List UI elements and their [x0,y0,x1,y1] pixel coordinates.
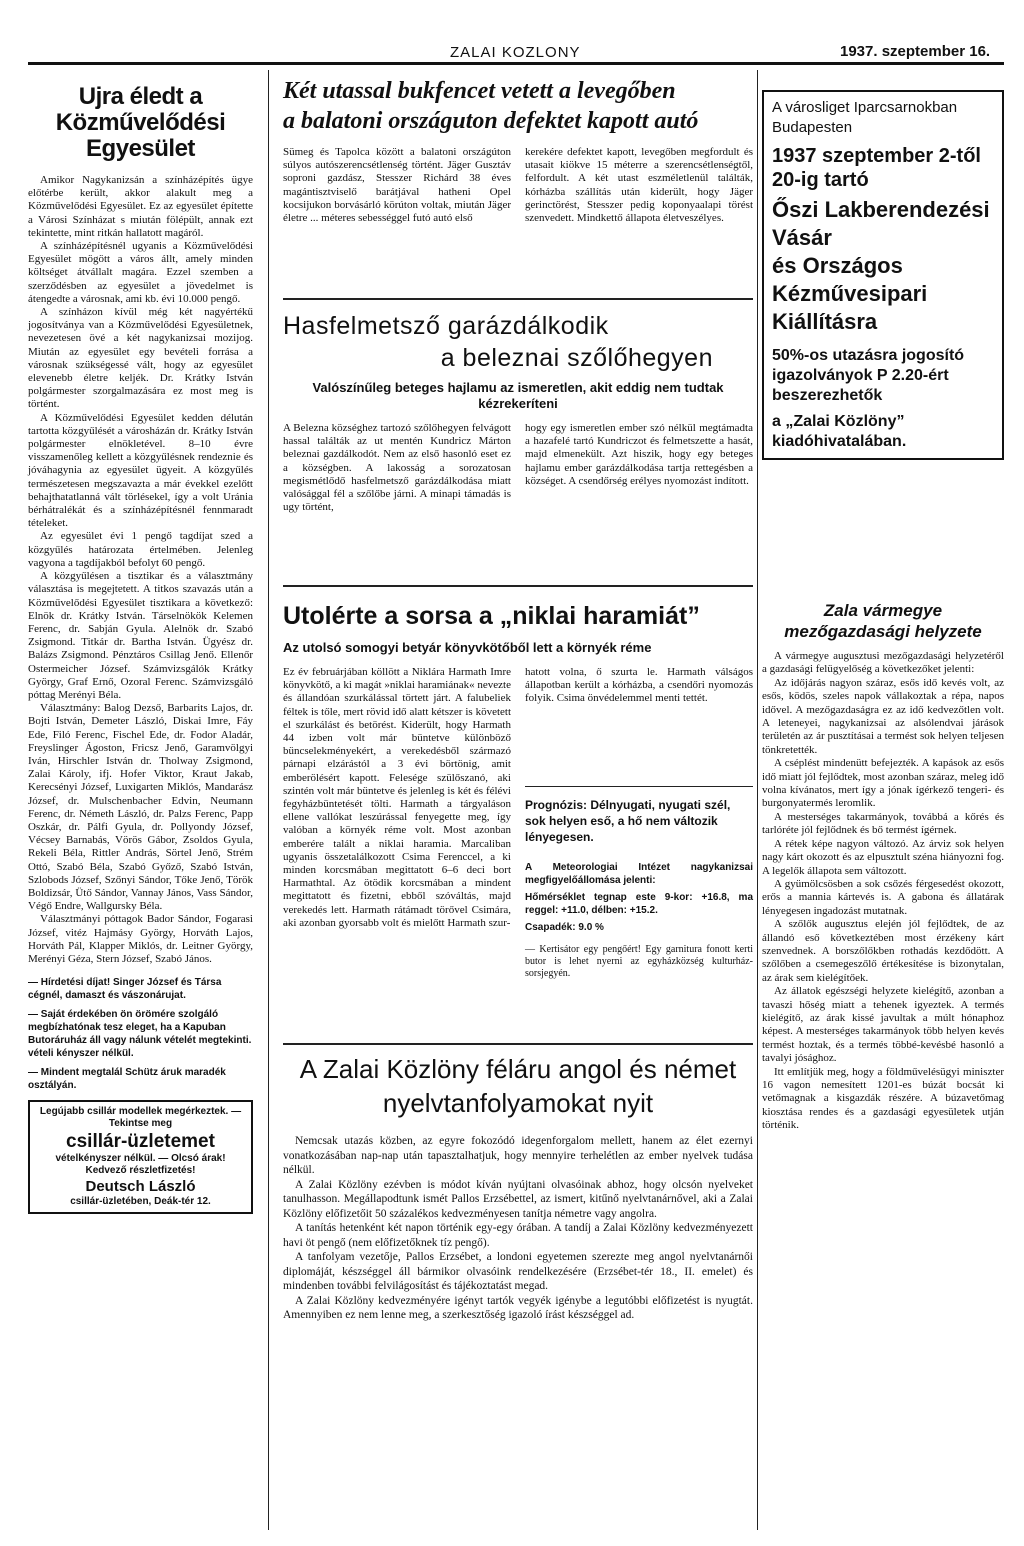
accident-col-a: Sümeg és Tapolca között a balatoni országúton súlyos autószerencsétlenség történt. Jäger Gusztáv soproni gazdász, Stesszer Richárd 38 éves magántisztviselő barátjával hatheni Opel kocsijukon borvásárló körúton voltak, miután Jäger életre ... méteres sebességgel futó autó első [283,146,511,225]
ad-line: Legújabb csillár modellek megérkeztek. — Tekintse meg [39,1106,242,1130]
notice: — Mindent megtalál Schütz áruk maradék osztályán. [28,1067,226,1092]
ad-box [28,1100,253,1214]
niklai-article [283,600,753,980]
paragraph: A gyümölcsösben a sok csőzés férgesedést okozott, erős a mannia kártevés is. A gabona és állatárak lényegesen ingadozást mutatnak. [762,877,1004,917]
paragraph: A szőlők augusztus elején jól fejlődtek, de az állandó eső következtében most érzékeny kárt szenvednek. A borszőlőkben rothadás kezdődött. A szőlőben a csemegeszőlő értékesítése is bizonytalan, az árak sem kielégítőek. [762,918,1004,984]
fair-discount: 50%-os utazásra jogosító igazolványok P 2.20-ért beszerezhetők [772,347,965,404]
paragraph: A Zalai Közlöny ezévben is módot kíván nyújtani olvasóinak abhoz, hogy olcsón nyelveket tanulhasson. Megállapodtunk ismét Pallos Erzsébettel, az ismert, kitűnő nyelvtanárnővel, aki a Zalai Közlöny előfizetőit 50 százalékos kedvezményesen tanítja németre vagy angolra. [283,1178,753,1220]
paragraph: A vármegye augusztusi mezőgazdasági helyzetéről a gazdasági felügyelőség a következőket jelenti: [762,650,1004,676]
niklai-subtitle: Az utolsó somogyi betyár könyvkötőből lett a környék réme [283,640,652,655]
paragraph: Választmányi póttagok Bador Sándor, Fogarasi József, vitéz Hajmásy György, Horváth Lajos, Horváth Pál, Klapper Miklós, dr. Leitner György, Merényi Géza, Stern József, Szabó János. [28,913,253,965]
paper-name: ZALAI KOZLONY [450,44,581,61]
language-title-2: nyelvtanfolyamokat nyit [382,1088,654,1118]
weather-institute: A Meteorologiai Intézet nagykanizsai megfigyelőállomása jelenti: [525,861,753,886]
paragraph: A közgyűlésen a tisztikar és a választmány választása is megejtetett. A titkos szavazás után a Közművelődési Egyesület tisztikara a következő: Elnök dr. Krátky István. Társelnökök Kelemen Ferenc, dr. Sabján Gyula. Alelnök dr. Szabó Zsigmond. Titkár dr. Bartha István. Ügyész dr. Balázs Zsigmond. Pénztáros Csillag Jenő. Ellenőr Ostermeicher József. Számvizsgálók Krátky György, Graf Ernő, Ozoral Ferenc. Számvizsgáló póttag Merényi Béla. [28,570,253,701]
paragraph: A Közművelődési Egyesület kedden délután tartotta közgyűlését a városházán dr. Krátky István polgármester elnökletével. 8–10 évre visszamenőleg kellett a közgyűlésnek rendeznie és jóváhagynia az egyesület ügyeit. A közgyűlés természetesen megszavazta a már évekkel ezelőtt behajthatatlanná vált törlésekel, így a volt Uránia bérhátralékát és a színházépítésnél fennmaradt tételeket. [28,411,253,530]
section-rule [283,585,753,587]
agri-article [762,600,1004,1133]
article-title: Ujra éledt a Közművelődési Egyesület [55,83,226,162]
paragraph: A tanítás hetenként két napon történik egy-egy órában. A tandíj a Zalai Közlöny kedvezményezett havi öt pengő (nem előfizetőknek tíz pengő). [283,1222,753,1249]
notice: — Saját érdekében ön örömére szolgáló megbízhatónak tesz eleget, ha a Kapuban Butoráruház áll vagy nálunk vételét megtekinti. vételi kényszer nélkül. [28,1009,252,1060]
column-divider [268,70,269,1530]
hasfelmetszo-title-2: a beleznai szőlőhegyen [440,344,713,372]
hasfelmetszo-col-a: A Belezna községhez tartozó szőlőhegyen felvágott hassal találták az ut mentén Kundricz Márton beleznai gazdálkodót. Nem az első hasonló eset ez a községben. A lakosság a sorozatosan megismétlődő hasfelmetsző garázdálkodása miatt valósággal fél a szőlőbe járni. A minapi támadás is ugy történt, [283,422,511,514]
ad-line: vételkényszer nélkül. — Olcsó árak! [55,1153,226,1165]
fair-event: Őszi Lakberendezési Vásár [772,197,990,250]
language-course-article [283,1052,753,1323]
hasfelmetszo-title-1: Hasfelmetsző garázdálkodik [283,312,609,340]
paragraph: A cséplést mindenütt befejezték. A kapások az esős idő miatt jól fejlődtek, most azonban száraz, meleg idő volna kívánatos, mert így a jónak ígérkező tengeri- és burgonyatermés leromlik. [762,757,1004,810]
hasfelmetszo-article [283,310,753,514]
niklai-col-a: Ez év februárjában köllött a Niklára Harmath Imre könyvkötő, a ki magát »niklai haramiának« nevezte és állandóan szurkálással törtett járt. A falubeliek féltek is tőle, mert rövid idő alatt kétszer is követett el szurkálást és betörést. Kiderült, hogy Harmath 44 izben volt már büntetve különböző büncselekményekért, a verekedésből származó párnapi elzárástól a 3 évi börtönig, amit emberölésért kapott. Felesége szülőszanó, aki szintén volt már büntetve és jelenleg is két és félévi fegyházbüntetését tölti. Harmath a tárgyaláson ellene vallókat leszúrással fenyegette meg, így valóban a környék réme volt. Most azonban emberére talált a niklai haramia. Marcaliban ugyanis összetalálkozott Csima Ferenccel, a ki minden korcsmában megittatott 6–6 deci bort Harmathtal. Az ötödik korcsmában a mindent megittatott és fizetni, ebből szóváltás, majd verekedés lett. Harmath rátámadt törővel Csimára, aki azonban gyorsabb volt és mielőtt Harmath szur- [283,666,511,929]
fair-ticket-place: a „Zalai Közlöny” kiadóhivatalában. [772,413,907,450]
ad-address: csillár-üzletében, Deák-tér 12. [70,1196,211,1208]
ad-heading: csillár-üzletemet [66,1131,215,1153]
language-title-1: A Zalai Közlöny féláru angol és német [299,1054,737,1084]
notice: — Hírdetési díjat! Singer József és Társa cégnél, damaszt és vászonárujat. [28,977,222,1002]
section-rule [283,1043,753,1045]
left-column [28,74,253,1214]
fair-advertisement [762,90,1004,460]
paragraph: A tanfolyam vezetője, Pallos Erzsébet, a londoni egyetemen szerezte meg angol nyelvtanárnői diplomáját, készséggel áll bármikor olvasóink rendelkezésére (Erzsébet-tér 18., II. emelet) és mindenben további felvilágosítást és tájékoztatást megad. [283,1251,753,1292]
fair-intro: A városliget Iparcsarnokban Budapesten [772,99,958,136]
paragraph: Az egyesület évi 1 pengő tagdíjat szed a közgyűlés határozata értelmében. Jelenleg vagyona a tagdíjakból befolyt 60 pengő. [28,530,253,569]
paragraph: Nemcsak utazás közben, az egyre fokozódó idegenforgalom mellett, hanem az élet ezernyi vonatkozásában nap-nap után tapasztalhatjuk, hogy mennyire terhelétlen az ember nyelvek tudása nélkül. [283,1135,753,1176]
issue-date: 1937. szeptember 16. [840,43,991,60]
paragraph: A színházépítésnél ugyanis a Közművelődési Egyesület mögött a város állt, amely minden költséget átvállalt magára. Ezzel szemben a szerződésben az egyesület a jövedelmet is átengedte a városnak, ami kb. évi 10.000 pengő. [28,240,253,305]
article-body [28,174,253,966]
paragraph: Az időjárás nagyon száraz, esős idő kevés volt, az esős, ködös, szeles napok vállakoztak a répa, napos idővel. A mezőgazdaságra ez az idő kedvezőtlen volt. A leteneyei, nagykanizsai az alsólendvai járások területén az ár pusztításai a termést sok helyen teljesen tönkretették. [762,676,1004,756]
weather-notice: — Kertisátor egy pengőért! Egy garnitura fonott kerti butor is lehet nyerni az egyházközség kulturház-sorsjegyén. [525,943,753,979]
hasfelmetszo-col-b: hogy egy ismeretlen ember szó nélkül megtámadta a hazafelé tartó Kundriczot és felmetszette a hasát, majd elmenekült. Azt hiszik, hogy egy beteges hajlamu ember garázdálkodása tartja rettegésben a községet. A csendőrség erélyes nyomozást indított. [525,422,753,487]
niklai-col-b: hatott volna, ő szurta le. Harmath válságos állapotban került a kórházba, a csendőri nyomozás folyik. Csima önvédelemmel menti tettét. [525,666,753,705]
niklai-title: Utolérte a sorsa a „niklai haramiát” [283,602,700,630]
accident-headline-2: a balatoni országuton defektet kapott autó [283,108,699,134]
fair-event: Kiállításra [772,309,878,334]
paragraph: Itt említjük meg, hogy a földművelésügyi miniszter 16 vagon nemesített 1201-es búzát bocsát ki vetőmagnak a kisgazdák részére. A búzavetőmag kiosztása rendes és a gazdasági egyesületek utján történik. [762,1065,1004,1132]
ad-line: Kedvező részletfizetés! [85,1165,196,1177]
paragraph: Az állatok egészségi helyzete kielégítő, azonban a tavaszi hőség miatt a tehenek igyeztek. A termés kielégítő, az árak kissé javultak a múlt hónaphoz képest. A mesterséges takarmányok több helyen kevés termést hoztak, és a termés többé-kevésbé hasonló a tavalyi jósághoz. [762,985,1004,1065]
paragraph: Választmány: Balog Dezső, Barbarits Lajos, dr. Bojti István, Demeter László, Diskai Imre, Fáy Ede, Filó Ferenc, Fischel Ede, dr. Fodor Aladár, Freyslinger Ágoston, Fricsz Jenő, Garamvölgyi Iván, Hirschler István dr. Tholway Zsigmond, Zalai Károly, ifj. Hofer Viktor, Kraut Jakab, Kerecsényi József, Luxigarten Miklós, Mandarász József, dr. Mulschenbacher Edvin, Neumann Ferenc, dr. Németh László, dr. Palzs Ferenc, Papp Oszkár, dr. Pálfi Gyula, dr. Pollyondy József, Vécsey Barnabás, Vörös Gábor, Zsoldos Gyula, Rekeli Béla, Rittler András, Sörtel Jenő, Strém Ottó, Szabó Béla, Szabó Győző, Szabó István, Szlobods József, Szőnyi Sándor, Tőke Jenő, Török Boldizsár, Ütő Sándor, Vannay János, Vass Sándor, Végő Endre, Wallgursky Béla. [28,702,253,913]
section-rule [525,786,753,787]
accident-col-b: kerekére defektet kapott, levegőben megfordult és utasait kiökve 15 méterre a szerencsétlenségtől, felfordult. A két utast eszméletlenül találták, kórházba szállítás után kiderült, hogy Jäger gerinctörést, Stesszer pedig koponyaalapi törést szenvedett. Mindkettő állapota életveszélyes. [525,146,753,225]
section-rule [283,298,753,300]
fair-event: és Országos Kézművesipari [772,253,928,306]
paragraph: A színházon kívül még két nagyértékű jogosítványa van a Közművelődési Egyesületnek, nevezetesen övé a két nagykanizsai mozijog. Miután az egyesület egy bevételi forrása a városnak szükségessé vált, hogy az egyesület elevenebb életre keljék. Dr. Krátky István polgármester szorgalmazására ez most meg is történt. [28,306,253,411]
header-rule [28,62,1004,65]
hasfelmetszo-subtitle: Valószínűleg beteges hajlamu az ismeretlen, akit eddig nem tudtak kézrekeríteni [312,380,724,411]
weather-prognosis: Prognózis: Délnyugati, nyugati szél, sok helyen eső, a hő nem változik lényegesen. [525,797,731,844]
ad-shop-name: Deutsch László [85,1178,196,1196]
column-divider [757,70,758,1530]
agri-title: Zala vármegye mezőgazdasági helyzete [784,601,982,641]
paragraph: A rétek képe nagyon változó. Az árviz sok helyen nagy kárt okozott és az elpusztult széna hiányozni fog. A legelők állapota sem változott. [762,837,1004,877]
paragraph: Amikor Nagykanizsán a színházépítés ügye előtérbe került, akkor alakult meg a Közművelődési Egyesület. Ez az egyesület építette a Városi Színházat s miután fölépült, annak ezt tekintette, mint ritkán hallatott magáról. [28,174,253,239]
weather-rain: Csapadék: 9.0 % [525,921,604,933]
accident-headline-1: Két utassal bukfencet vetett a levegőben [283,78,676,104]
fair-dates: 1937 szeptember 2-től 20-ig tartó [772,145,981,191]
paragraph: A Zalai Közlöny kedvezményére igényt tartók vegyék igénybe a legutóbbi előfizetést is nyugtát. Amennyiben ez nem lenne meg, a szerkesztőség igazoló írást készséggel ad. [283,1294,753,1321]
accident-article [283,76,753,225]
paragraph: A mesterséges takarmányok, továbbá a kőrés és tarlóréte jól fejlődnek és bő termést ígérnek. [762,810,1004,837]
weather-temperature: Hőmérséklet tegnap este 9-kor: +16.8, ma reggel: +11.0, délben: +15.2. [525,891,753,916]
